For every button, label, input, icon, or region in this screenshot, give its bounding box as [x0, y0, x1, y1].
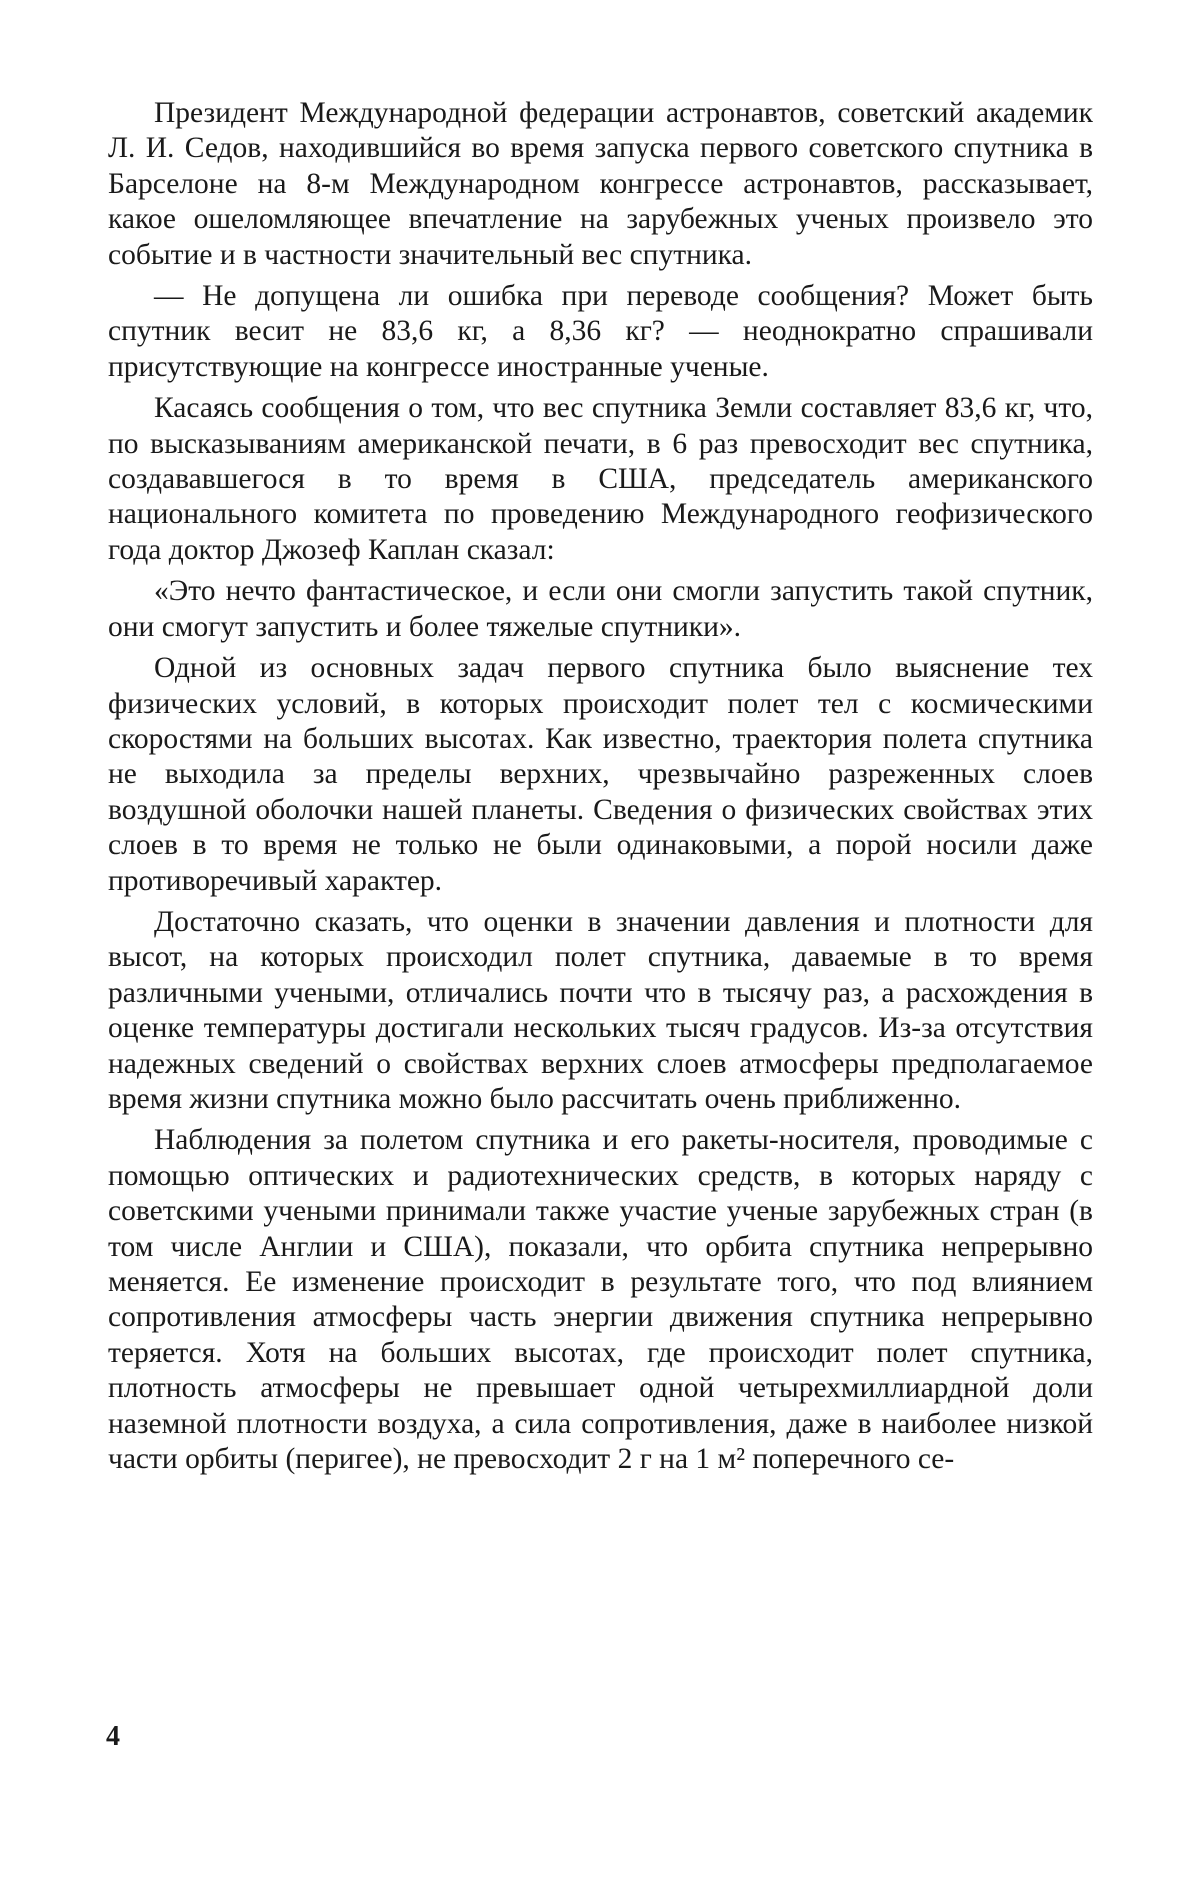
paragraph-orbit-observations: Наблюдения за полетом спутника и его ракеты-носителя, проводимые с помощью оптических и радиотехнических средств, в которых наряду с советскими учеными принимали также участие ученые зарубежных стран (в том числе Англии и США), показали, что орбита спутника непрерывно меняется. Ее изменение происходит в результате того, что под влиянием сопротивления атмосферы часть энергии движения спутника непрерывно теряется. Хотя на больших высотах, где происходит полет спутника, плотность атмосферы не превышает одной четырехмиллиардной доли наземной плотности воздуха, а сила сопротивления, даже в наиболее низкой части орбиты (перигее), не превосходит 2 г на 1 м² поперечного се-: [108, 1123, 1093, 1477]
paragraph-kaplan-context: Касаясь сообщения о том, что вес спутника Земли составляет 83,6 кг, что, по высказываниям американской печати, в 6 раз превосходит вес спутника, создававшегося в то время в США, председатель американского национального комитета по проведению Международного геофизического года доктор Джозеф Каплан сказал:: [108, 391, 1093, 568]
paragraph-weight-question: — Не допущена ли ошибка при переводе сообщения? Может быть спутник весит не 83,6 кг, а 8,36 кг? — неоднократно спрашивали присутствующие на конгрессе иностранные ученые.: [108, 279, 1093, 385]
paragraph-kaplan-quote: «Это нечто фантастическое, и если они смогли запустить такой спутник, они смогут запустить и более тяжелые спутники».: [108, 574, 1093, 645]
book-page: [0, 0, 1200, 1897]
body-text: [108, 96, 1093, 1477]
paragraph-sedov-intro: Президент Международной федерации астронавтов, советский академик Л. И. Седов, находившийся во время запуска первого советского спутника в Барселоне на 8-м Международном конгрессе астронавтов, рассказывает, какое ошеломляющее впечатление на зарубежных ученых произвело это событие и в частности значительный вес спутника.: [108, 96, 1093, 273]
page-number: 4: [106, 1722, 120, 1752]
paragraph-satellite-tasks: Одной из основных задач первого спутника было выяснение тех физических условий, в которых происходит полет тел с космическими скоростями на больших высотах. Как известно, траектория полета спутника не выходила за пределы верхних, чрезвычайно разреженных слоев воздушной оболочки нашей планеты. Сведения о физических свойствах этих слоев в то время не только не были одинаковыми, а порой носили даже противоречивый характер.: [108, 651, 1093, 899]
paragraph-density-estimates: Достаточно сказать, что оценки в значении давления и плотности для высот, на которых происходил полет спутника, даваемые в то время различными учеными, отличались почти что в тысячу раз, а расхождения в оценке температуры достигали нескольких тысяч градусов. Из-за отсутствия надежных сведений о свойствах верхних слоев атмосферы предполагаемое время жизни спутника можно было рассчитать очень приближенно.: [108, 905, 1093, 1117]
